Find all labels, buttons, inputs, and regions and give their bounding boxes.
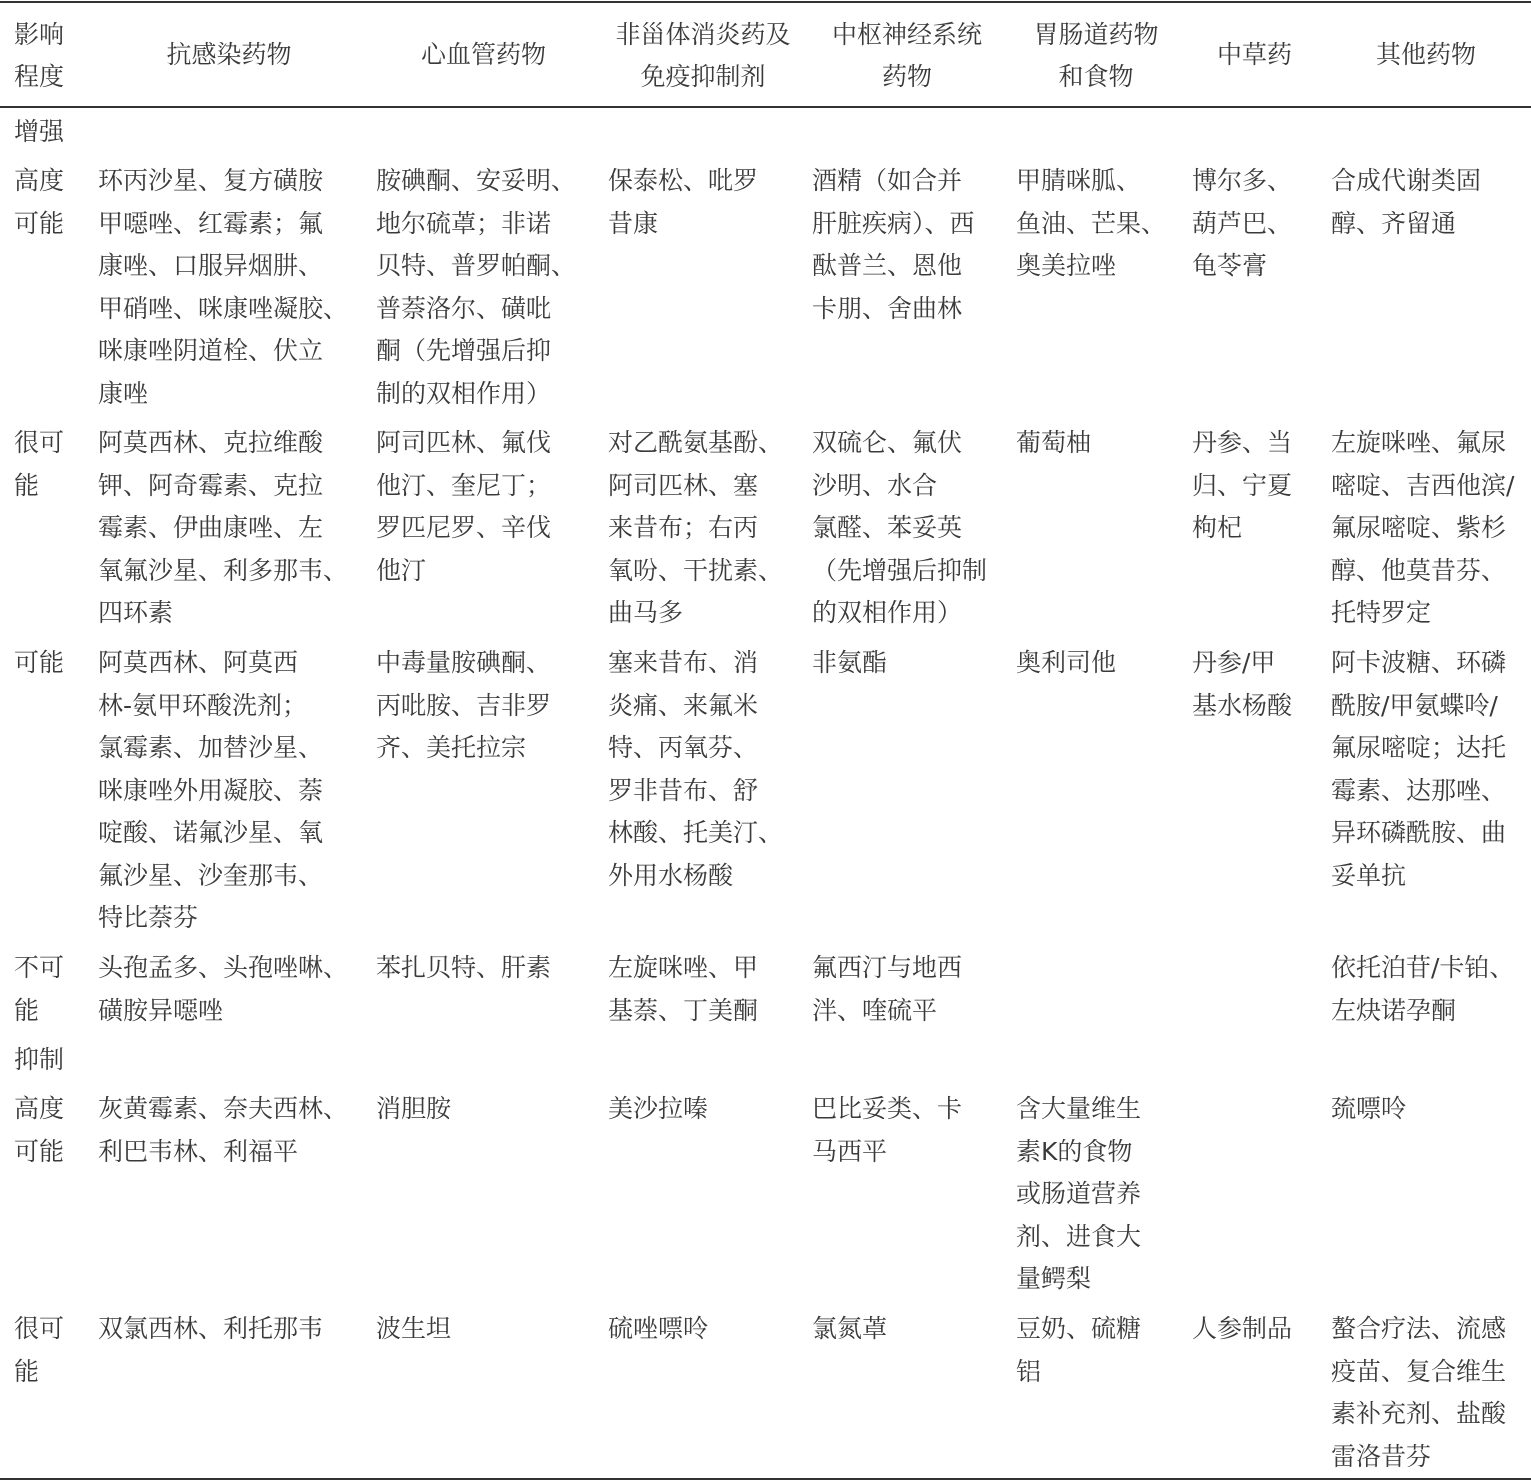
row-degree: 可能 [14,648,65,677]
cell-nsaid-immuno: 左旋咪唑、甲 基萘、丁美酮 [608,953,759,1025]
cell-anti-infective: 阿莫西林、阿莫西 林-氨甲环酸洗剂； 氯霉素、加替沙星、 咪康唑外用凝胶、萘 啶酸、诺氟沙星、氧 氟沙星、沙奎那韦、 特比萘芬 [98,648,324,932]
header-cns: 中枢神经系统 药物 [831,20,982,91]
cell-anti-infective: 灰黄霉素、奈夫西林、 利巴韦林、利福平 [98,1094,349,1166]
cell-nsaid-immuno: 美沙拉嗪 [608,1094,709,1123]
cell-cardiovascular: 中毒量胺碘酮、 丙吡胺、吉非罗 齐、美托拉宗 [376,648,552,762]
cell-cardiovascular: 消胆胺 [376,1094,452,1123]
cell-cns: 氟西汀与地西 泮、喹硫平 [812,953,963,1025]
cell-nsaid-immuno: 对乙酰氨基酚、 阿司匹林、塞 来昔布；右丙 氧吩、干扰素、 曲马多 [608,428,784,627]
cell-other: 依托泊苷/卡铂、 左炔诺孕酮 [1331,953,1515,1025]
cell-herbal: 人参制品 [1192,1314,1293,1343]
cell-herbal: 丹参、当 归、宁夏 枸杞 [1192,428,1293,542]
cell-cns: 双硫仑、氟伏 沙明、水合 氯醛、苯妥英 （先增强后抑制 的双相作用） [812,428,988,627]
section-label-inhibit: 抑制 [14,1045,65,1074]
cell-other: 合成代谢类固 醇、齐留通 [1331,166,1482,238]
cell-gi-food: 豆奶、硫糖 铝 [1016,1314,1142,1386]
row-degree: 很可 能 [14,428,65,500]
row-degree: 高度 可能 [14,166,65,238]
cell-cardiovascular: 阿司匹林、氟伐 他汀、奎尼丁； 罗匹尼罗、辛伐 他汀 [376,428,552,585]
cell-anti-infective: 环丙沙星、复方磺胺 甲噁唑、红霉素；氟 康唑、口服异烟肼、 甲硝唑、咪康唑凝胶、 咪康唑阴道栓、伏立 康唑 [98,166,349,408]
cell-other: 巯嘌呤 [1331,1094,1407,1123]
header-degree: 影响 程度 [14,20,65,91]
row-degree: 高度 可能 [14,1094,65,1166]
row-degree: 不可 能 [14,953,65,1025]
cell-herbal: 丹参/甲 基水杨酸 [1192,648,1293,720]
cell-cardiovascular: 胺碘酮、安妥明、 地尔硫䓬；非诺 贝特、普罗帕酮、 普萘洛尔、磺吡 酮（先增强后抑 制的双相作用） [376,166,577,408]
cell-cns: 巴比妥类、卡 马西平 [812,1094,963,1166]
section-label-enhance: 增强 [14,117,65,146]
cell-gi-food: 奥利司他 [1016,648,1117,677]
cell-cardiovascular: 苯扎贝特、肝素 [376,953,552,982]
cell-anti-infective: 头孢孟多、头孢唑啉、 磺胺异噁唑 [98,953,349,1025]
cell-anti-infective: 阿莫西林、克拉维酸 钾、阿奇霉素、克拉 霉素、伊曲康唑、左 氧氟沙星、利多那韦、 四环素 [98,428,349,627]
header-anti-infective: 抗感染药物 [166,40,292,69]
cell-cns: 非氨酯 [812,648,888,677]
cell-anti-infective: 双氯西林、利托那韦 [98,1314,324,1343]
cell-cns: 氯氮䓬 [812,1314,888,1343]
header-herbal: 中草药 [1216,40,1292,69]
header-gi-food: 胃肠道药物 和食物 [1033,20,1159,91]
header-other: 其他药物 [1375,40,1476,69]
row-degree: 很可 能 [14,1314,65,1386]
cell-other: 左旋咪唑、氟尿 嘧啶、吉西他滨/ 氟尿嘧啶、紫杉 醇、他莫昔芬、 托特罗定 [1331,428,1515,627]
cell-other: 螯合疗法、流感 疫苗、复合维生 素补充剂、盐酸 雷洛昔芬 [1331,1314,1507,1471]
cell-gi-food: 葡萄柚 [1016,428,1092,457]
cell-gi-food: 甲腈咪胍、 鱼油、芒果、 奥美拉唑 [1016,166,1167,280]
header-nsaid-immuno: 非甾体消炎药及 免疫抑制剂 [615,20,791,91]
cell-nsaid-immuno: 塞来昔布、消 炎痛、来氟米 特、丙氧芬、 罗非昔布、舒 林酸、托美汀、 外用水杨酸 [608,648,784,890]
cell-gi-food: 含大量维生 素K的食物 或肠道营养 剂、进食大 量鳄梨 [1016,1094,1142,1293]
table-header-rule [0,106,1531,108]
cell-nsaid-immuno: 保泰松、吡罗 昔康 [608,166,759,238]
cell-cardiovascular: 波生坦 [376,1314,452,1343]
header-cardiovascular: 心血管药物 [420,40,546,69]
table-bottom-rule [0,1478,1531,1480]
cell-herbal: 博尔多、 葫芦巴、 龟苓膏 [1192,166,1293,280]
cell-nsaid-immuno: 硫唑嘌呤 [608,1314,709,1343]
cell-other: 阿卡波糖、环磷 酰胺/甲氨蝶呤/ 氟尿嘧啶；达托 霉素、达那唑、 异环磷酰胺、曲 妥单抗 [1331,648,1507,890]
table-top-rule [0,1,1531,3]
cell-cns: 酒精（如合并 肝脏疾病）、西 酞普兰、恩他 卡朋、舍曲林 [812,166,975,323]
